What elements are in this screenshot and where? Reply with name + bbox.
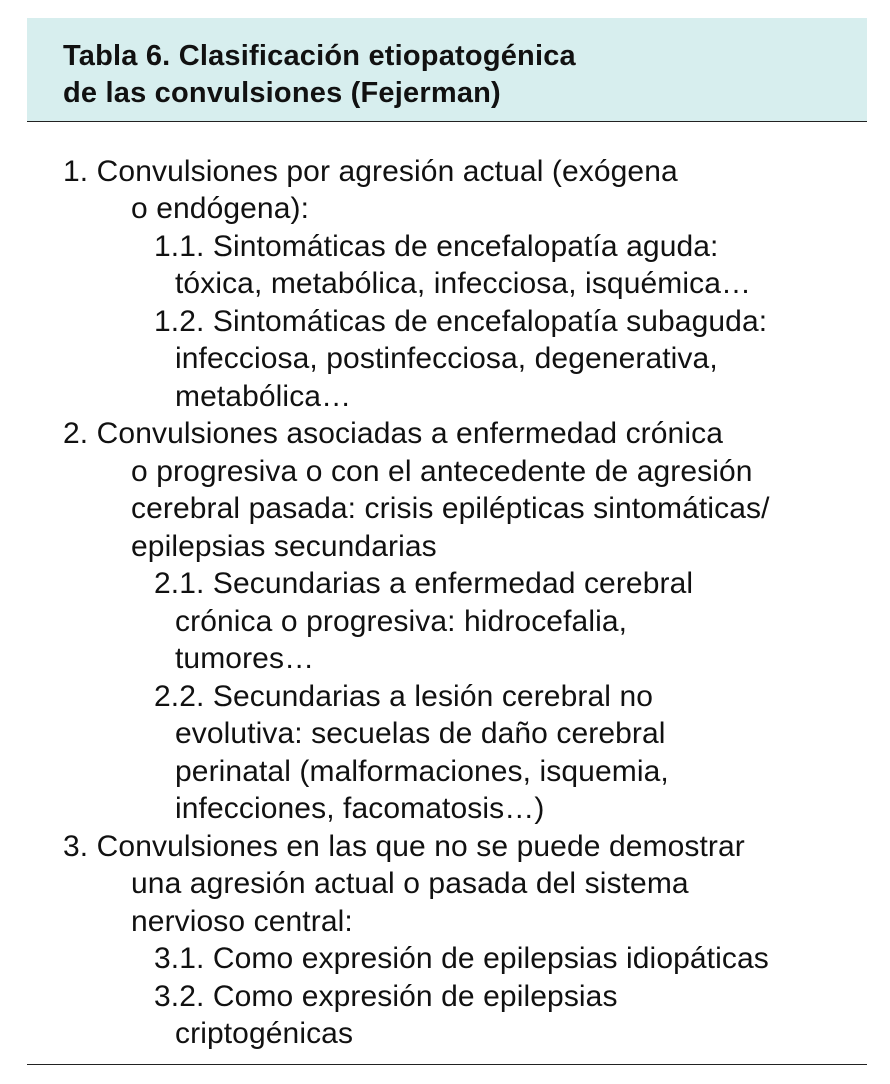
table-bottom-rule xyxy=(27,1064,867,1065)
list-subitem-1-1: 1.1. Sintomáticas de encefalopatía aguda: xyxy=(154,230,719,263)
list-subitem-2-1-cont-1: crónica o progresiva: hidrocefalia, xyxy=(175,605,628,638)
classification-list xyxy=(27,122,867,1066)
list-subitem-2-1-cont-2: tumores… xyxy=(175,642,315,675)
table-title-line-1: Tabla 6. Clasificación etiopatogénica xyxy=(63,40,576,72)
list-subitem-3-2: 3.2. Como expresión de epilepsias xyxy=(154,980,618,1013)
list-item-3-cont-2: nervioso central: xyxy=(131,905,353,938)
list-subitem-1-2: 1.2. Sintomáticas de encefalopatía subaguda: xyxy=(154,305,768,338)
list-subitem-2-2-cont-2: perinatal (malformaciones, isquemia, xyxy=(175,755,669,788)
list-subitem-2-1: 2.1. Secundarias a enfermedad cerebral xyxy=(154,567,694,600)
list-item-3-cont-1: una agresión actual o pasada del sistema xyxy=(131,867,689,900)
list-subitem-1-2-cont-1: infecciosa, postinfecciosa, degenerativa, xyxy=(175,342,718,375)
table-title-line-2: de las convulsiones (Fejerman) xyxy=(63,77,501,109)
table-title xyxy=(63,38,576,112)
list-subitem-1-2-cont-2: metabólica… xyxy=(175,380,352,413)
list-subitem-2-2-cont-1: evolutiva: secuelas de daño cerebral xyxy=(175,717,666,750)
list-item-2-cont-1: o progresiva o con el antecedente de agresión xyxy=(131,455,753,488)
list-subitem-1-1-cont-1: tóxica, metabólica, infecciosa, isquémica… xyxy=(175,267,752,300)
list-item-3: 3. Convulsiones en las que no se puede demostrar xyxy=(63,830,745,863)
list-item-1: 1. Convulsiones por agresión actual (exógena xyxy=(63,155,678,188)
list-subitem-2-2-cont-3: infecciones, facomatosis…) xyxy=(175,792,545,825)
list-subitem-3-2-cont-1: criptogénicas xyxy=(175,1017,354,1050)
table-header xyxy=(27,18,867,122)
list-item-2-cont-2: cerebral pasada: crisis epilépticas sintomáticas/ xyxy=(131,492,770,525)
list-subitem-2-2: 2.2. Secundarias a lesión cerebral no xyxy=(154,680,654,713)
list-item-2-cont-3: epilepsias secundarias xyxy=(131,530,437,563)
list-item-1-cont-1: o endógena): xyxy=(131,192,310,225)
list-subitem-3-1: 3.1. Como expresión de epilepsias idiopáticas xyxy=(154,942,769,975)
list-item-2: 2. Convulsiones asociadas a enfermedad crónica xyxy=(63,417,723,450)
